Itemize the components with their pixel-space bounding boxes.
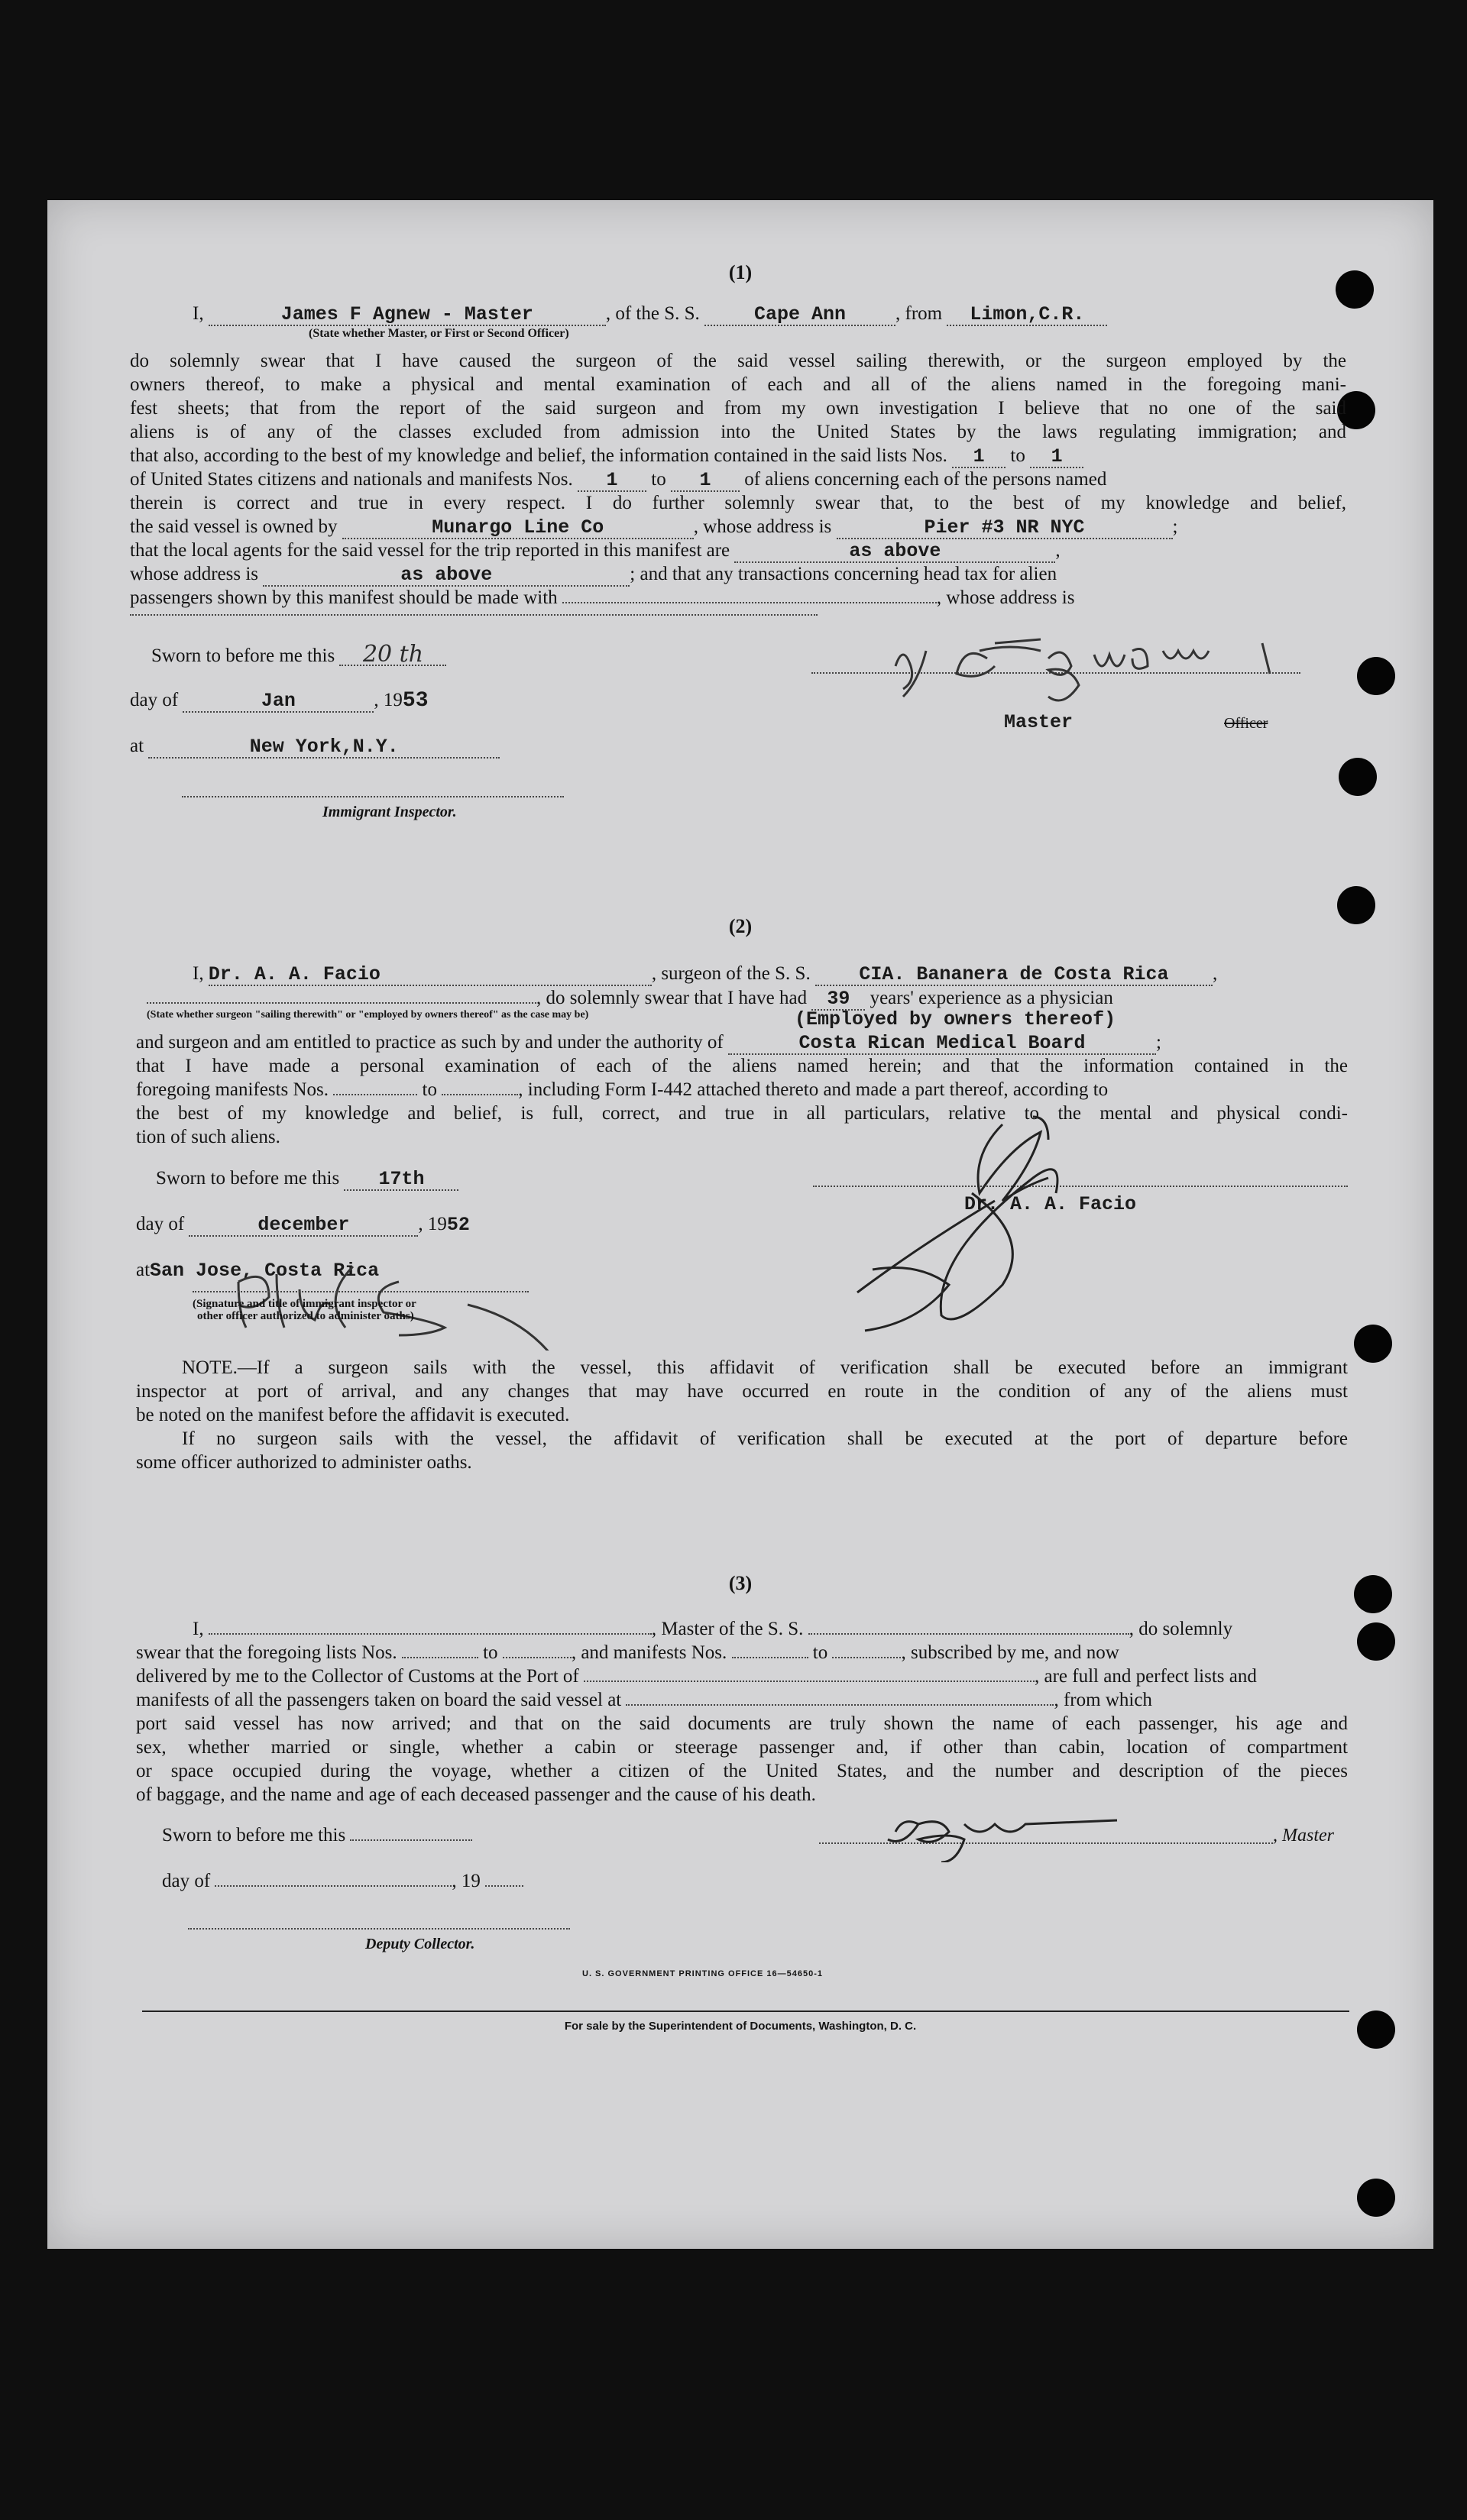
- surgeon-signature: [850, 1101, 1171, 1361]
- sworn-year-field: 53: [402, 689, 429, 713]
- text-i: I,: [193, 303, 204, 324]
- footer-note: For sale by the Superintendent of Documents, Washington, D. C.: [564, 2020, 917, 2033]
- inspector-caption: Immigrant Inspector.: [322, 804, 457, 820]
- field-caption: (State whether surgeon "sailing therewith" or "employed by owners thereof" as the case may be): [147, 1009, 589, 1021]
- surgeon-sworn-month-field: december: [189, 1215, 418, 1237]
- sworn-place-field: New York,N.Y.: [148, 737, 500, 759]
- arrival-origin-field: [626, 1704, 1054, 1706]
- section-number: (1): [728, 261, 753, 283]
- body-line: owners thereof, to make a physical and mental examination of each and all of the aliens named in the foregoing mani-: [130, 374, 1346, 395]
- note-line: If no surgeon sails with the vessel, the affidavit of verification shall be executed at the port of departure before: [182, 1428, 1348, 1449]
- arrival-port-line: delivered by me to the Collector of Customs at the Port of , are full and perfect lists and: [136, 1666, 1257, 1687]
- arrival-sworn-month-field: [215, 1885, 452, 1887]
- owner-line: the said vessel is owned by Munargo Line Co , whose address is Pier #3 NR NYC ;: [130, 516, 1178, 539]
- arrival-port-field: [584, 1681, 1035, 1682]
- body-line: the best of my knowledge and belief, is full, correct, and true in all particulars, relative to the mental and physical condi-: [136, 1103, 1348, 1124]
- body-line: fest sheets; that from the report of the said surgeon and from my own investigation I believe that no one of the said: [130, 398, 1346, 419]
- surgeon-sworn-place-field: San Jose, Costa Rica: [150, 1260, 380, 1282]
- master-name-field: James F Agnew - Master: [209, 305, 606, 326]
- note-line: some officer authorized to administer oaths.: [136, 1452, 472, 1473]
- experience-line: , do solemnly swear that I have had 39 years' experience as a physician: [147, 987, 1113, 1011]
- employed-note: (Employed by owners thereof): [795, 1008, 1116, 1030]
- arrival-sworn-day-field: [350, 1839, 472, 1841]
- arrival-manifests-from-field: [732, 1657, 808, 1658]
- surgeon-printed-name: Dr. A. A. Facio: [964, 1193, 1137, 1215]
- inspector-signature-line: [182, 796, 564, 797]
- surgeon-manifests-from-field: [333, 1094, 417, 1095]
- punch-hole: [1357, 2179, 1395, 2217]
- section-number: (2): [728, 915, 753, 937]
- authority-field: Costa Rican Medical Board: [728, 1034, 1156, 1055]
- manifests-to-field: 1: [671, 471, 740, 492]
- body-line: sex, whether married or single, whether a cabin or steerage passenger and, if other than cabin, location of compartment: [136, 1737, 1348, 1758]
- punch-hole: [1339, 758, 1377, 796]
- arrival-lists-from-field: [402, 1657, 478, 1658]
- signature-caption: other officer authorized to administer oaths): [197, 1310, 414, 1322]
- agents-address-line: whose address is as above ; and that any transactions concerning head tax for alien: [130, 564, 1057, 586]
- field-caption: (State whether Master, or First or Second Officer): [309, 327, 569, 340]
- sworn-date-line: day of Jan , 1953: [130, 689, 429, 713]
- section-number: (3): [728, 1572, 753, 1594]
- arrival-origin-line: manifests of all the passengers taken on board the said vessel at , from which: [136, 1690, 1152, 1710]
- arrival-vessel-field: [808, 1633, 1129, 1635]
- arrival-lists-to-field: [503, 1657, 572, 1658]
- lists-to-field: 1: [1030, 447, 1083, 468]
- owner-field: Munargo Line Co: [342, 518, 694, 539]
- lists-from-field: 1: [952, 447, 1006, 468]
- master-signature: [873, 620, 1300, 704]
- sworn-month-field: Jan: [183, 691, 374, 713]
- body-line: port said vessel has now arrived; and that on the said documents are truly shown the name of each passenger, his age and: [136, 1713, 1348, 1734]
- surgeon-sworn-place-line: atSan Jose, Costa Rica: [136, 1260, 380, 1282]
- punch-hole: [1357, 657, 1395, 695]
- surgeon-vessel-field: CIA. Bananera de Costa Rica: [815, 965, 1213, 986]
- footer-rule: [142, 2011, 1349, 2012]
- note-line: NOTE.—If a surgeon sails with the vessel, this affidavit of verification shall be executed before an immigrant: [182, 1357, 1348, 1378]
- authority-line: and surgeon and am entitled to practice as such by and under the authority of Costa Rican Medical Board ;: [136, 1032, 1161, 1054]
- punch-hole: [1357, 1622, 1395, 1661]
- body-line: aliens is of any of the classes excluded from admission into the United States by the laws regulating immigration; and: [130, 422, 1346, 442]
- surgeon-oath-line: I, Dr. A. A. Facio , surgeon of the S. S. CIA. Bananera de Costa Rica ,: [193, 963, 1218, 985]
- agents-address-field: as above: [263, 565, 630, 587]
- owner-address-field: Pier #3 NR NYC: [837, 518, 1173, 539]
- surgeon-manifests-line: foregoing manifests Nos. to , including Form I-442 attached thereto and made a part thereof, according to: [136, 1079, 1109, 1100]
- body-line: of baggage, and the name and age of each deceased passenger and the cause of his death.: [136, 1784, 816, 1805]
- surgeon-name-field: Dr. A. A. Facio: [209, 965, 652, 986]
- body-line: tion of such aliens.: [136, 1127, 280, 1147]
- lists-line: that also, according to the best of my knowledge and belief, the information contained in the said lists Nos. 1 to 1: [130, 445, 1083, 468]
- arrival-master-field: [209, 1633, 652, 1635]
- manifests-line: of United States citizens and nationals and manifests Nos. 1 to 1 of aliens concerning each of the persons named: [130, 469, 1107, 491]
- surgeon-status-field: [147, 1002, 536, 1004]
- master-oath-line: [193, 302, 1107, 326]
- arrival-sworn-line: Sworn to before me this: [162, 1824, 472, 1847]
- sworn-day-field: 20 th: [339, 645, 446, 666]
- arrival-oath-line: I, , Master of the S. S. , do solemnly: [193, 1619, 1233, 1639]
- printing-office-mark: U. S. GOVERNMENT PRINTING OFFICE 16—54650-1: [582, 1969, 824, 1978]
- manifests-from-field: 1: [578, 471, 646, 492]
- arrival-sworn-year-field: [485, 1885, 523, 1887]
- punch-hole: [1354, 1325, 1392, 1363]
- text-of-ss: , of the S. S.: [605, 303, 700, 324]
- collector-caption: Deputy Collector.: [365, 1936, 475, 1952]
- surgeon-sworn-day-field: 17th: [344, 1169, 458, 1191]
- note-line: inspector at port of arrival, and any changes that may have occurred en route in the condition of any of the aliens must: [136, 1381, 1348, 1402]
- note-line: be noted on the manifest before the affidavit is executed.: [136, 1405, 570, 1425]
- surgeon-sworn-date-line: day of december , 1952: [136, 1214, 470, 1236]
- head-tax-line: passengers shown by this manifest should be made with , whose address is: [130, 587, 1075, 608]
- arrival-sworn-date-line: day of , 19: [162, 1870, 523, 1893]
- surgeon-sworn-year-field: 52: [446, 1214, 470, 1236]
- dotted-continuation: [130, 614, 818, 616]
- inspector-signature-line: [193, 1291, 529, 1292]
- sworn-place-line: at New York,N.Y.: [130, 735, 500, 759]
- arrival-master-signature: [880, 1809, 1140, 1862]
- master-title: Master: [1004, 711, 1074, 733]
- manifest-affidavit-page: [47, 200, 1433, 2249]
- sworn-line: Sworn to before me this 20 th: [151, 645, 446, 668]
- body-line: therein is correct and true in every respect. I do further solemnly swear that, to the best of my knowledge and belief,: [130, 493, 1346, 513]
- arrival-manifests-to-field: [832, 1657, 901, 1658]
- master-caption: , Master: [1273, 1826, 1334, 1846]
- head-tax-field: [562, 602, 937, 603]
- departure-port-field: Limon,C.R.: [947, 305, 1107, 326]
- surgeon-sworn-line: Sworn to before me this 17th: [156, 1167, 458, 1191]
- officer-title: Officer: [1224, 715, 1268, 732]
- arrival-lists-line: swear that the foregoing lists Nos. to , and manifests Nos. to , subscribed by me, and now: [136, 1642, 1119, 1663]
- body-line: or space occupied during the voyage, whether a citizen of the United States, and the number and description of the pieces: [136, 1761, 1348, 1781]
- years-field: 39: [811, 989, 865, 1011]
- text-from: , from: [895, 303, 943, 324]
- signature-caption: (Signature and title of immigrant inspector or: [193, 1298, 416, 1310]
- body-line: that I have made a personal examination of each of the aliens named herein; and that the information contained in the: [136, 1056, 1348, 1076]
- surgeon-manifests-to-field: [442, 1094, 518, 1095]
- agents-line: that the local agents for the said vessel for the trip reported in this manifest are as above ,: [130, 540, 1061, 562]
- vessel-name-field: Cape Ann: [704, 305, 895, 326]
- agents-field: as above: [734, 542, 1055, 563]
- collector-signature-line: [188, 1928, 570, 1930]
- body-line: do solemnly swear that I have caused the surgeon of the said vessel sailing therewith, or the surgeon employed by the: [130, 351, 1346, 371]
